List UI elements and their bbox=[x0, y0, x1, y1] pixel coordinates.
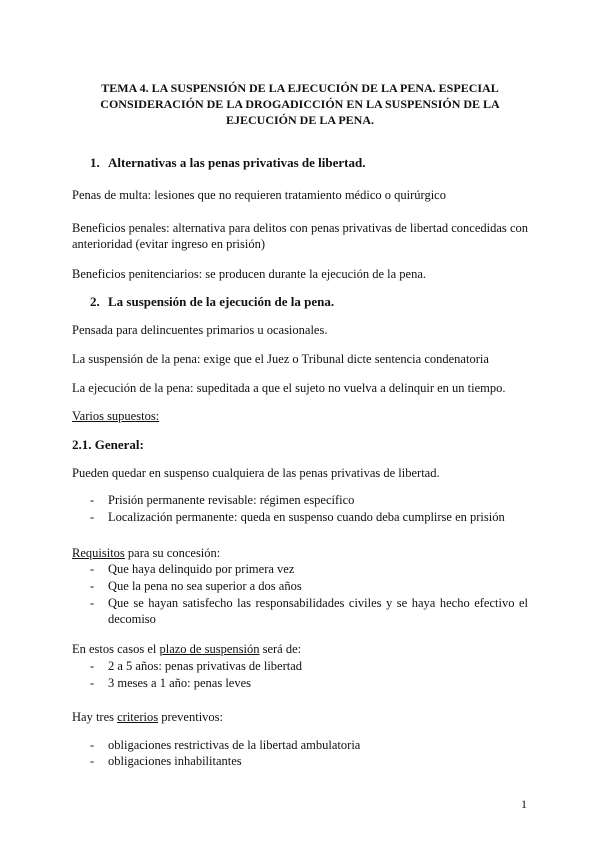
paragraph-penas-multa: Penas de multa: lesiones que no requieren tratamiento médico o quirúrgico bbox=[72, 188, 446, 202]
paragraph-beneficios-penales: Beneficios penales: alternativa para delitos con penas privativas de libertad concedidas con anterioridad (evitar ingreso en prisión) bbox=[72, 221, 528, 251]
bullet-dash: - bbox=[90, 754, 95, 768]
criterios-pre: Hay tres bbox=[72, 710, 118, 724]
list-item bbox=[90, 737, 528, 753]
bullet-dash: - bbox=[90, 562, 95, 576]
paragraph-ejecucion: La ejecución de la pena: supeditada a que el sujeto no vuelva a delinquir en un tiempo. bbox=[72, 381, 506, 395]
list-item-text: obligaciones inhabilitantes bbox=[108, 754, 242, 768]
page-number: 1 bbox=[521, 797, 527, 811]
bullet-dash: - bbox=[90, 676, 95, 690]
requisitos-heading bbox=[72, 545, 220, 561]
paragraph-pensada: Pensada para delincuentes primarios u ocasionales. bbox=[72, 323, 328, 337]
bullet-dash: - bbox=[90, 493, 95, 507]
section-2-heading bbox=[90, 294, 334, 310]
bullet-dash: - bbox=[90, 579, 95, 593]
list-item-text: Prisión permanente revisable: régimen específico bbox=[108, 493, 355, 507]
list-item bbox=[90, 675, 528, 691]
list-item-text: Que haya delinquido por primera vez bbox=[108, 562, 295, 576]
requisitos-label: Requisitos bbox=[72, 546, 125, 560]
bullet-dash: - bbox=[90, 659, 95, 673]
list-item bbox=[90, 658, 528, 674]
section-1-heading bbox=[90, 155, 365, 171]
paragraph-beneficios-penitenciarios: Beneficios penitenciarios: se producen durante la ejecución de la pena. bbox=[72, 267, 427, 281]
criterios-post: preventivos: bbox=[158, 710, 224, 724]
plazo-pre: En estos casos el bbox=[72, 642, 160, 656]
list-item bbox=[90, 578, 528, 594]
document-title: TEMA 4. LA SUSPENSIÓN DE LA EJECUCIÓN DE LA PENA. ESPECIAL CONSIDERACIÓN DE LA DROGADICCIÓN EN LA SUSPENSIÓN DE LA EJECUCIÓN DE LA PENA. bbox=[100, 81, 500, 127]
list-item-text: 2 a 5 años: penas privativas de libertad bbox=[108, 659, 303, 673]
paragraph-suspension: La suspensión de la pena: exige que el Juez o Tribunal dicte sentencia condenatoria bbox=[72, 352, 489, 366]
bullet-dash: - bbox=[90, 510, 95, 524]
requisitos-rest: para su concesión: bbox=[124, 546, 221, 560]
list-item bbox=[90, 595, 528, 627]
paragraph-general-intro: Pueden quedar en suspenso cualquiera de las penas privativas de libertad. bbox=[72, 466, 440, 480]
criterios-label: criterios bbox=[117, 710, 159, 724]
list-item-text: obligaciones restrictivas de la libertad ambulatoria bbox=[108, 738, 361, 752]
criterios-heading bbox=[72, 709, 223, 725]
section-2-1-heading: 2.1. General: bbox=[72, 437, 144, 452]
plazo-label: plazo de suspensión bbox=[159, 642, 260, 656]
plazo-post: será de: bbox=[259, 642, 302, 656]
list-item bbox=[90, 509, 528, 525]
list-item bbox=[90, 753, 528, 769]
bullet-dash: - bbox=[90, 596, 95, 610]
list-item bbox=[90, 492, 528, 508]
section-2-number: 2. bbox=[90, 294, 100, 309]
list-item-text: Localización permanente: queda en suspenso cuando deba cumplirse en prisión bbox=[108, 510, 505, 524]
section-1-number: 1. bbox=[90, 155, 100, 170]
section-1-title: Alternativas a las penas privativas de libertad. bbox=[108, 155, 366, 170]
list-item-text: Que se hayan satisfecho las responsabilidades civiles y se haya hecho efectivo el decomiso bbox=[108, 596, 528, 626]
varios-supuestos: Varios supuestos: bbox=[72, 409, 160, 423]
list-item-text: 3 meses a 1 año: penas leves bbox=[108, 676, 252, 690]
plazo-heading bbox=[72, 641, 301, 657]
bullet-dash: - bbox=[90, 738, 95, 752]
list-item-text: Que la pena no sea superior a dos años bbox=[108, 579, 302, 593]
section-2-title: La suspensión de la ejecución de la pena. bbox=[108, 294, 335, 309]
list-item bbox=[90, 561, 528, 577]
